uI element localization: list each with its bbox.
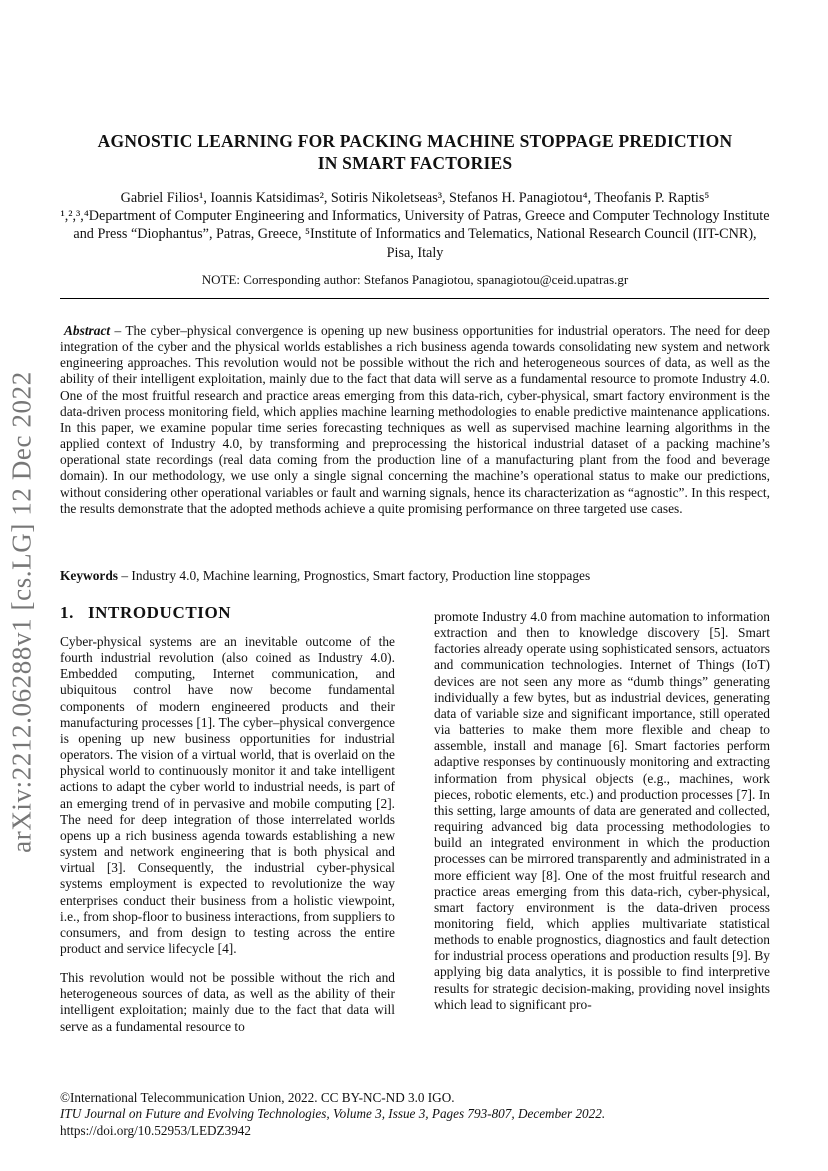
keywords-label: Keywords bbox=[60, 568, 119, 583]
keywords-text: – Industry 4.0, Machine learning, Prognostics, Smart factory, Production line stoppages bbox=[118, 568, 591, 583]
intro-paragraph-1: Cyber-physical systems are an inevitable outcome of the fourth industrial revolution (also coined as Industry 4.0). Embedded computing, Internet communication, and ubiquitous control have now become fundamental components of modern engineered products and their manufacturing processes [1]. The cyber–physical convergence is opening up new business opportunities for industrial operators. The vision of a virtual world, that is overlaid on the physical world to continuously monitor it and take intelligent actions to adapt the cyber world to industrial needs, is part of an emerging trend of in pervasive and mobile computing [2]. The need for deep integration of those interrelated worlds opens up a rich business agenda towards establishing a new system and network engineering that is both physical and virtual [3]. Consequently, the industrial cyber-physical systems employment is expected to revolutionize the way enterprises conduct their business from a holistic viewpoint, i.e., from shop-floor to business interactions, from suppliers to consumers, and from design to testing across the entire product and service lifecycle [4]. bbox=[60, 634, 395, 956]
section-title: INTRODUCTION bbox=[87, 603, 232, 622]
section-heading bbox=[60, 603, 245, 623]
title-line-2: IN SMART FACTORIES bbox=[317, 153, 513, 173]
footer-journal: ITU Journal on Future and Evolving Technologies, Volume 3, Issue 3, Pages 793-807, December 2022. bbox=[60, 1106, 606, 1122]
intro-paragraph-continued: promote Industry 4.0 from machine automation to information extraction and then to knowledge discovery [5]. Smart factories already operate using sophisticated sensors, actuators and communication technologies. Internet of Things (IoT) devices are not seen any more as “dumb things” generating individually a few bytes, but as industrial devices, generating data of variable size and significant importance, still operated via batteries to make them more flexible and cheap to assemble, install and manage [6]. Smart factories perform adaptive responses by continuously monitoring and extracting information from physical objects (e.g., machines, work pieces, robotic elements, etc.) and production processes [7]. In this setting, large amounts of data are generated and collected, requiring advanced big data processing methodologies to build an integrated environment in which the production processes can be mirrored transparently and administrated in a more efficient way [8]. One of the most fruitful research and practice areas emerging from this data-rich, cyber-physical, smart factory environment is the data-driven process monitoring field, which applies multivariate statistical methods to enable prognostics, diagnostics and fault detection for industrial process operations and production results [9]. By applying big data analytics, it is possible to find interpretive results for strategic decision-making, providing novel insights which lead to significant pro- bbox=[434, 609, 770, 1012]
keywords bbox=[60, 568, 770, 584]
abstract bbox=[60, 323, 770, 517]
arxiv-side-stamp bbox=[0, 0, 44, 1171]
title-line-1: AGNOSTIC LEARNING FOR PACKING MACHINE STOPPAGE PREDICTION bbox=[97, 131, 733, 151]
abstract-label: Abstract bbox=[64, 323, 111, 338]
footer-doi[interactable]: https://doi.org/10.52953/LEDZ3942 bbox=[60, 1122, 251, 1138]
right-column bbox=[434, 609, 770, 1026]
page-footer bbox=[60, 1090, 780, 1139]
header-divider bbox=[60, 298, 769, 299]
arxiv-identifier: arXiv:2212.06288v1 [cs.LG] 12 Dec 2022 bbox=[6, 371, 37, 853]
corresponding-author-note: NOTE: Corresponding author: Stefanos Panagiotou, spanagiotou@ceid.upatras.gr bbox=[201, 272, 629, 287]
abstract-text: – The cyber–physical convergence is opening up new business opportunities for industrial operators. The need for deep integration of the cyber and the physical worlds establishes a rich business agenda towards consolidating new system and network engineering approaches. This revolution would not be possible without the rich and heterogeneous sources of data, as well as the ability of their intelligent exploitation, mainly due to the fact that data will serve as a fundamental resource to promote Industry 4.0. One of the most fruitful research and practice areas emerging from this data-rich, cyber-physical, smart factory environment is the data-driven process monitoring field, which applies machine learning methodologies to enable predictive maintenance applications. In this paper, we examine popular time series forecasting techniques as well as supervised machine learning algorithms in the applied context of Industry 4.0, by transforming and preprocessing the historical industrial dataset of a packing machine’s operational state recordings (real data coming from the production line of a manufacturing plant from the food and beverage domain). In our methodology, we use only a single signal concerning the machine’s operational status to make our predictions, without considering other operational variables or fault and warning signals, hence its characterization as “agnostic”. In this respect, the results demonstrate that the adopted methods achieve a quite promising performance on three targeted use cases. bbox=[60, 323, 770, 516]
author-block bbox=[60, 189, 770, 262]
left-column bbox=[60, 634, 395, 1048]
section-number: 1. bbox=[60, 603, 74, 622]
author-list: Gabriel Filios¹, Ioannis Katsidimas², Sotiris Nikoletseas³, Stefanos H. Panagiotou⁴, Theofanis P. Raptis⁵ bbox=[120, 190, 710, 206]
paper-title bbox=[60, 130, 770, 174]
footer-copyright: ©International Telecommunication Union, 2022. CC BY-NC-ND 3.0 IGO. bbox=[60, 1090, 455, 1105]
affiliation: ¹,²,³,⁴Department of Computer Engineering and Informatics, University of Patras, Greece and Computer Technology Institute and Press “Diophantus”, Patras, Greece, ⁵Institute of Informatics and Telematics, National Research Council (IIT-CNR), Pisa, Italy bbox=[60, 208, 770, 261]
intro-paragraph-2: This revolution would not be possible without the rich and heterogeneous sources of data, as well as the ability of their intelligent exploitation; mainly due to the fact that data will serve as a fundamental resource to bbox=[60, 970, 395, 1034]
